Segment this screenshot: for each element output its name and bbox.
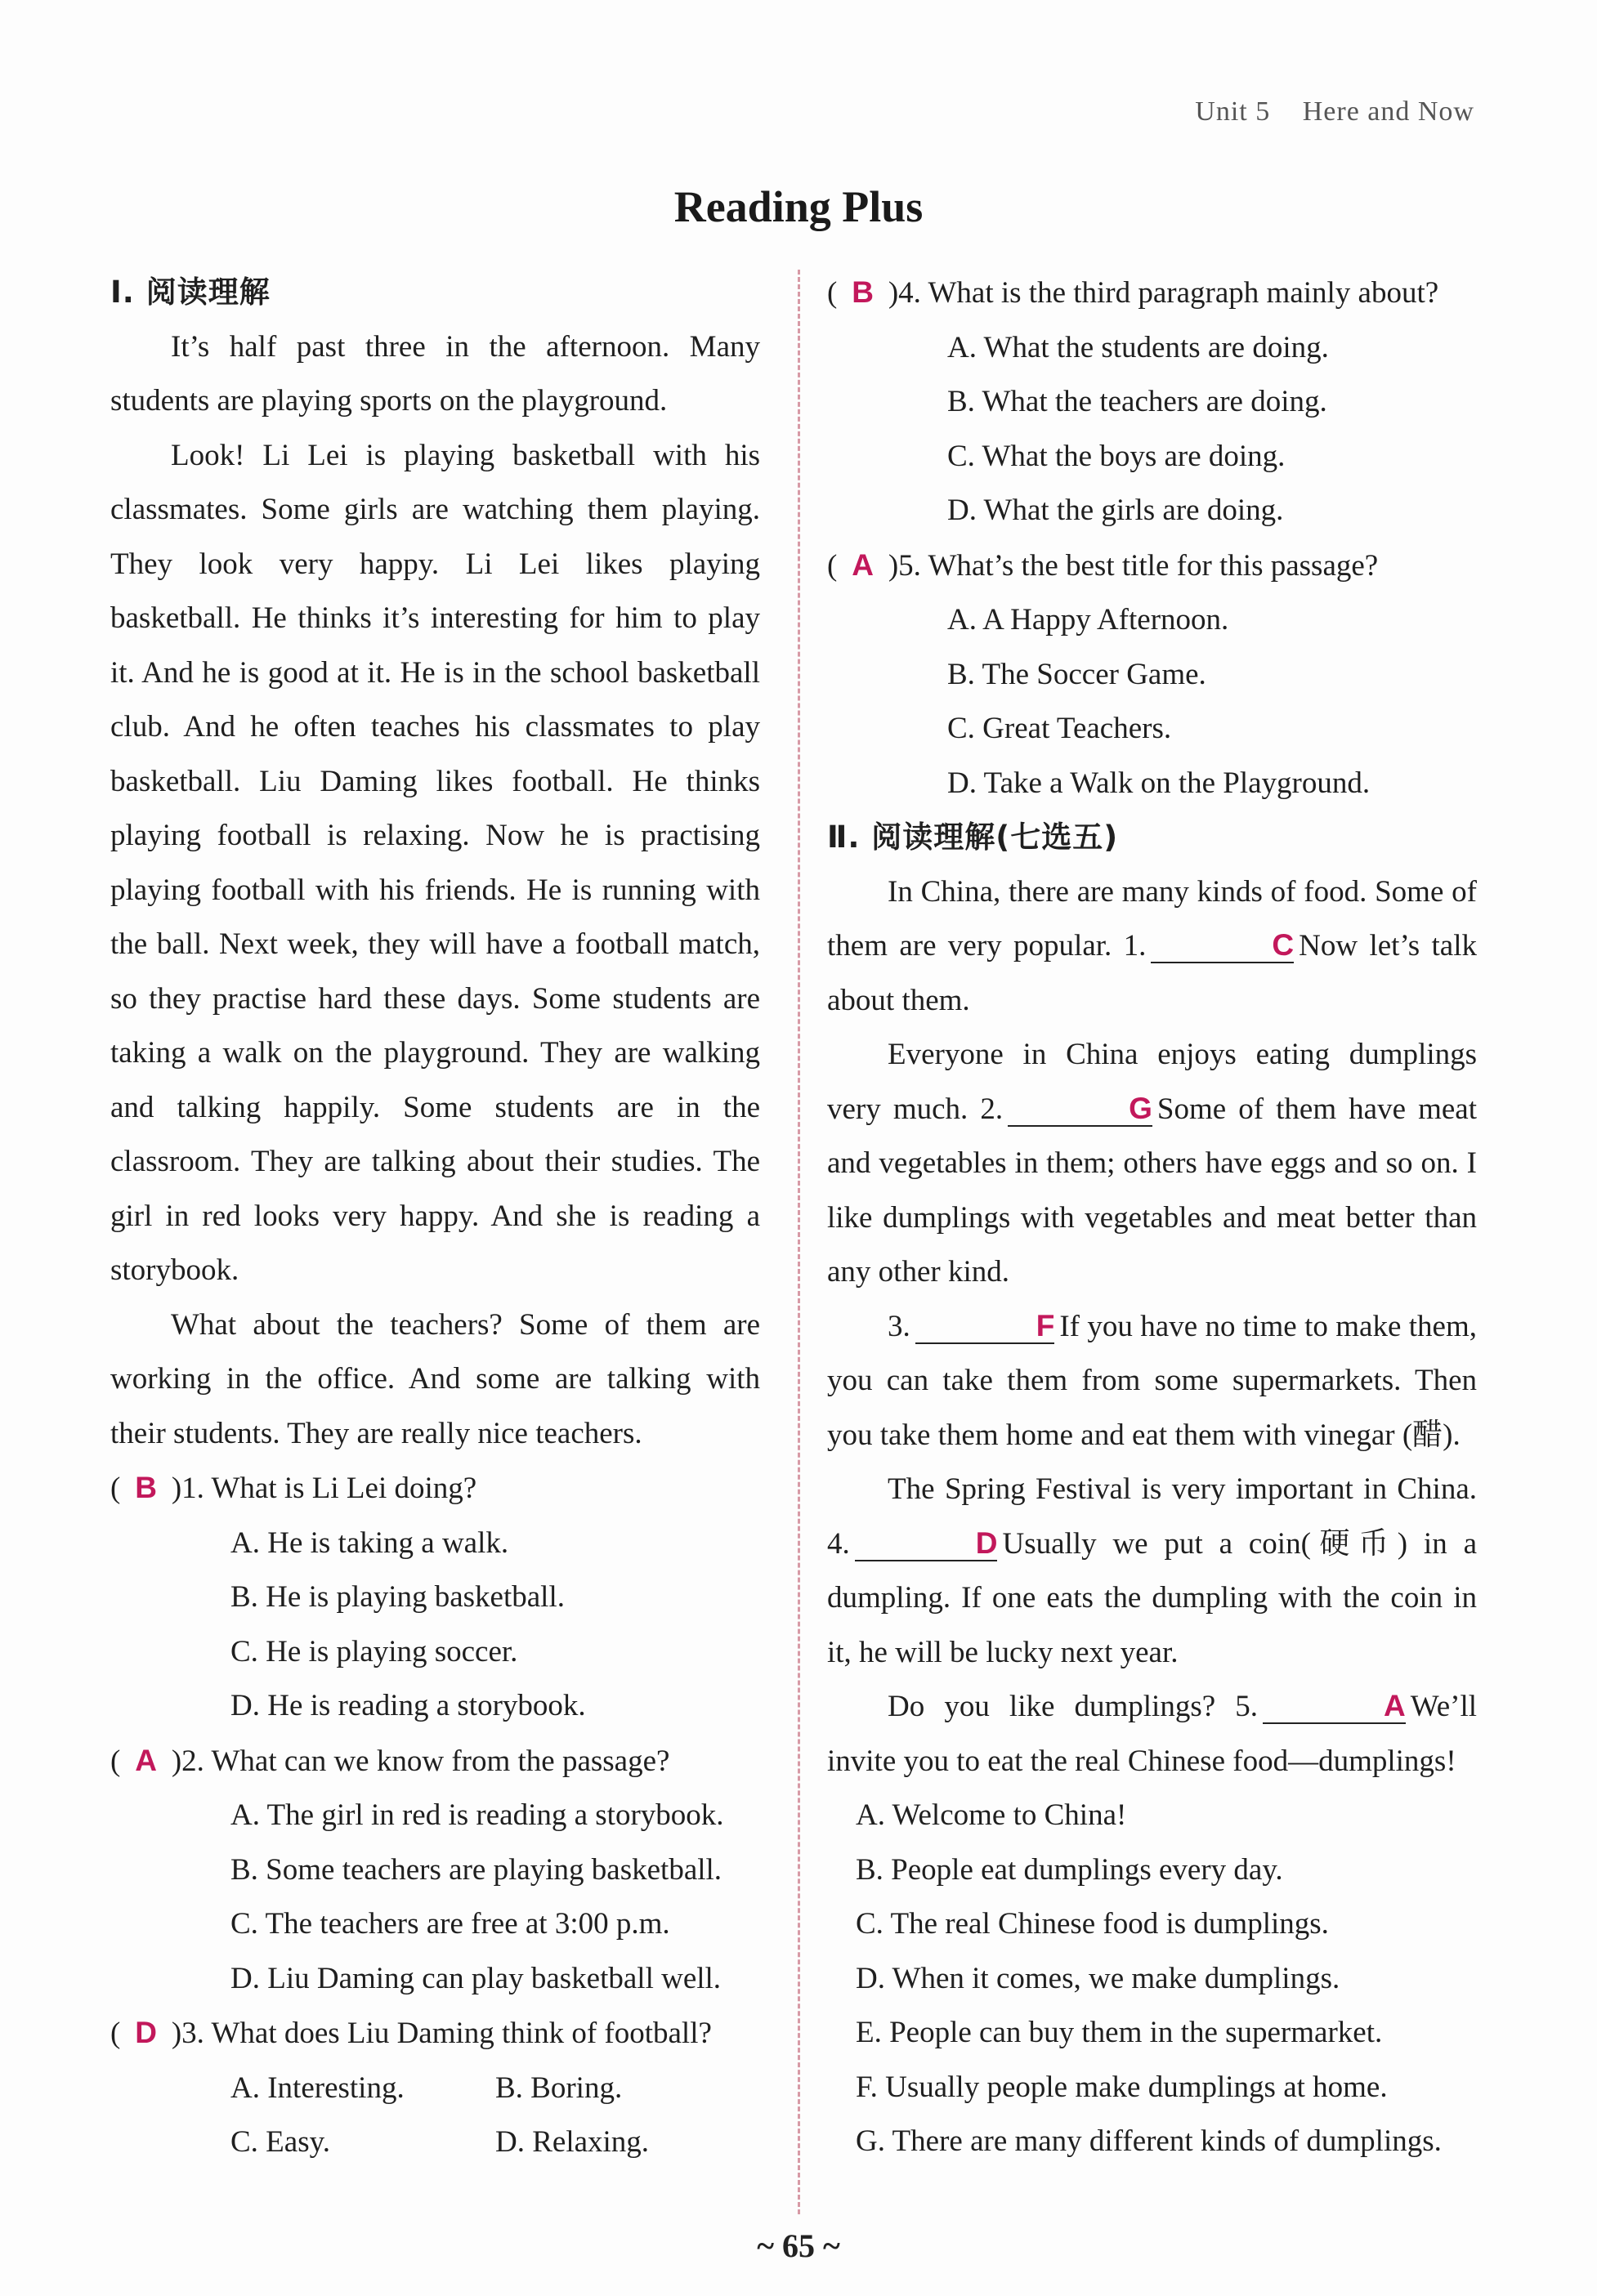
cloze-paragraph-1 [827,865,1477,1029]
answer-3: D [135,2016,157,2049]
question-stem: 4. What is the third paragraph mainly about? [898,276,1439,310]
blank-4 [855,1525,998,1561]
question-stem: 1. What is Li Lei doing? [181,1472,477,1505]
question-2: ( A )2. What can we know from the passage? A. The girl in red is reading a storybook. B. Some teachers are playing basketball. C. The teachers are free at 3:00 p.m. D. Liu Daming can play basketball well. [110,1734,760,2007]
page-title: Reading Plus [673,182,924,231]
blank-answer: F [1036,1308,1055,1342]
unit-topic: Here and Now [1302,96,1474,127]
column-divider [798,270,800,2214]
cloze-paragraph-2 [827,1028,1477,1300]
option-b: B. Boring. [495,2070,623,2105]
option-d: D. Liu Daming can play basketball well. [230,1961,722,1995]
passage-paragraph-3: What about the teachers? Some of them are working in the office. And some are talking with their students. They are really nice teachers. [110,1307,760,1450]
option-a: A. A Happy Afternoon. [947,603,1229,637]
blank-1 [1151,930,1294,963]
text-segment: In China, there are many kinds of food. Some of them are very popular. 1. [827,874,1477,963]
blank-3 [915,1308,1055,1344]
choice-a: A. Welcome to China! [856,1798,1127,1832]
choice-d: D. When it comes, we make dumplings. [856,1961,1340,1995]
answer-4: B [852,275,874,309]
choice-g: G. There are many different kinds of dumplings. [856,2124,1442,2158]
question-stem: 5. What’s the best title for this passage? [898,548,1379,583]
text-segment: Now let’s talk about them. [827,929,1477,1017]
option-d: D. Take a Walk on the Playground. [947,766,1371,800]
section-2-heading: Ⅱ. 阅读理解(七选五) [827,820,1119,855]
question-1: ( B )1. What is Li Lei doing? A. He is taking a walk. B. He is playing basketball. C. He is playing soccer. D. He is reading a storybook. [110,1461,760,1734]
choice-list [827,1789,1477,2169]
answer-2: A [135,1743,157,1777]
option-d: D. Relaxing. [495,2125,650,2159]
text-segment: We’ll invite you to eat the real Chinese food—dumplings! [827,1690,1477,1778]
question-4: ( B )4. What is the third paragraph mainly about? A. What the students are doing. B. What the teachers are doing. C. What the boys are doing. D. What the girls are doing. [827,266,1477,538]
text-segment: Some of them have meat and vegetables in them; others have eggs and so on. I like dumplings with vegetables and meat better than any other kind. [827,1092,1477,1289]
right-column [827,266,1477,2169]
page-number: ~ 65 ~ [757,2227,840,2264]
option-c: C. Easy. [230,2125,330,2159]
option-c: C. What the boys are doing. [947,439,1286,473]
text-segment: 3. [888,1309,910,1343]
passage-paragraph-2: Look! Li Lei is playing basketball with his classmates. Some girls are watching them playing. They look very happy. Li Lei likes playing basketball. He thinks it’s interesting for him to play it. And he is good at it. He is in the school basketball club. And he often teaches his classmates to play basketball. Liu Daming likes football. He thinks playing football is relaxing. Now he is practising playing football with his friends. He is running with the ball. Next week, they will have a football match, so they practise hard these days. Some students are taking a walk on the playground. They are walking and talking happily. Some students are in the classroom. They are talking about their studies. The girl in red looks very happy. And she is reading a storybook. [110,438,760,1287]
text-segment: Do you like dumplings? 5. [888,1690,1258,1723]
option-c: C. The teachers are free at 3:00 p.m. [230,1907,670,1941]
option-b: B. He is playing basketball. [230,1580,565,1614]
option-b: B. The Soccer Game. [947,657,1206,691]
question-stem: 2. What can we know from the passage? [181,1744,670,1778]
passage-paragraph-1: It’s half past three in the afternoon. Many students are playing sports on the playground. [110,329,760,418]
blank-answer: D [975,1525,998,1560]
cloze-paragraph-4 [827,1463,1477,1680]
option-d: D. What the girls are doing. [947,494,1284,527]
choice-b: B. People eat dumplings every day. [856,1852,1283,1887]
choice-e: E. People can buy them in the supermarket. [856,2016,1383,2049]
blank-5 [1263,1691,1406,1724]
blank-answer: G [1129,1091,1152,1125]
question-3: ( D )3. What does Liu Daming think of football? A. Interesting. B. Boring. C. Easy. D. Relaxing. [110,2006,760,2170]
unit-label: Unit 5 [1195,96,1271,127]
option-a: A. The girl in red is reading a storybook. [230,1798,724,1832]
question-stem: 3. What does Liu Daming think of football? [181,2017,712,2050]
option-c: C. He is playing soccer. [230,1634,518,1668]
blank-2 [1008,1093,1152,1127]
option-b: B. What the teachers are doing. [947,385,1327,418]
text-segment: Usually we put a coin(硬币) in a dumpling. If one eats the dumpling with the coin in it, he will be lucky next year. [827,1526,1477,1669]
option-b: B. Some teachers are playing basketball. [230,1852,722,1887]
cloze-paragraph-3 [827,1300,1477,1463]
option-c: C. Great Teachers. [947,712,1172,745]
option-a: A. He is taking a walk. [230,1525,509,1560]
text-segment: If you have no time to make them, you can take them from some supermarkets. Then you take them home and eat them with vinegar (醋). [827,1309,1477,1452]
question-5: ( A )5. What’s the best title for this passage? A. A Happy Afternoon. B. The Soccer Game. C. Great Teachers. D. Take a Walk on the Playground. [827,538,1477,811]
left-column [110,266,760,2170]
option-a: A. Interesting. [230,2070,405,2105]
running-header [1170,96,1474,127]
choice-c: C. The real Chinese food is dumplings. [856,1907,1329,1941]
blank-answer: A [1384,1689,1406,1722]
answer-1: B [135,1471,157,1504]
text-segment: Everyone in China enjoys eating dumplings very much. 2. [827,1038,1477,1126]
section-1-heading: Ⅰ. 阅读理解 [110,275,271,310]
option-d: D. He is reading a storybook. [230,1689,586,1722]
answer-5: A [852,547,874,582]
choice-f: F. Usually people make dumplings at home. [856,2070,1388,2104]
cloze-paragraph-5 [827,1680,1477,1789]
option-a: A. What the students are doing. [947,330,1329,364]
text-segment: The Spring Festival is very important in China. 4. [827,1472,1477,1561]
blank-answer: C [1272,928,1295,962]
